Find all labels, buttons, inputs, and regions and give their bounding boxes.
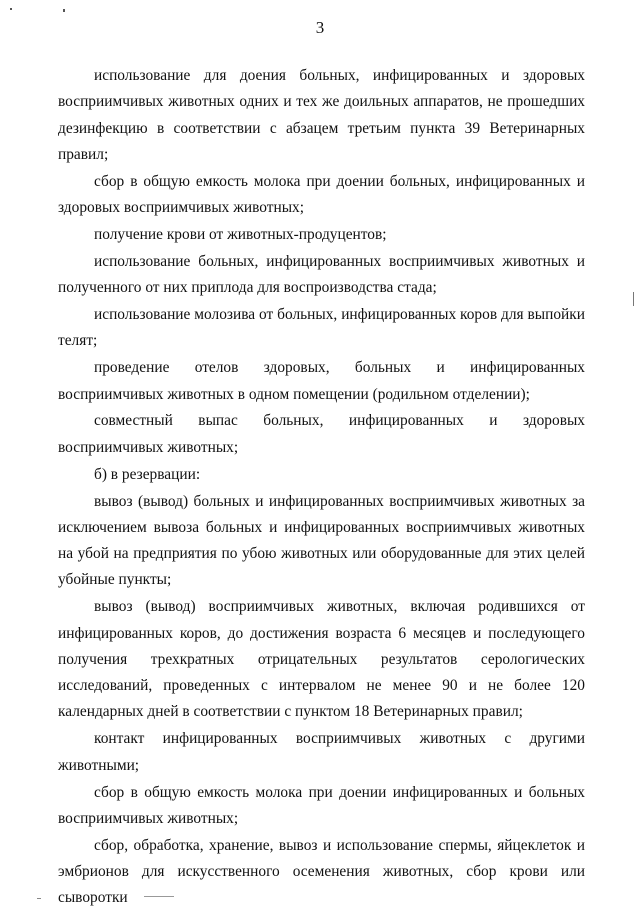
paragraph-semen-embryos: сбор, обработка, хранение, вывоз и использование спермы, яйцеклеток и эмбрионов для искусственного осеменения животных, сбор крови или сыворотки [58, 836, 585, 907]
paragraph-removal-susceptible: вывоз (вывод) восприимчивых животных, включая родившихся от инфицированных коров, до достижения возраста 6 месяцев и последующего получения трехкратных отрицательных результатов серологических исследований, проведенных с интервалом не менее 90 и не более 120 календарных дней в соответствии с пунктом 18 Ветеринарных правил; [58, 598, 585, 721]
scan-speck-top-left-1 [10, 8, 12, 10]
paragraph-grazing: совместный выпас больных, инфицированных и здоровых восприимчивых животных; [58, 412, 585, 456]
paragraph-blood-producers: получение крови от животных-продуцентов; [94, 225, 387, 243]
paragraph-reservation-heading: б) в резервации: [94, 465, 201, 483]
paragraph-colostrum: использование молозива от больных, инфицированных коров для выпойки телят; [58, 306, 585, 350]
page-number: 3 [315, 18, 325, 37]
paragraph-milk-collection: сбор в общую емкость молока при доении больных, инфицированных и здоровых восприимчивых животных; [58, 172, 585, 217]
document-body [58, 63, 585, 912]
scan-mark-right-edge [633, 292, 634, 306]
paragraph-milk-infected: сбор в общую емкость молока при доении инфицированных и больных восприимчивых животных; [58, 783, 585, 827]
scan-speck-top-left-2 [63, 9, 65, 12]
paragraph-herd-reproduction: использование больных, инфицированных восприимчивых животных и полученного от них приплода для воспроизводства стада; [58, 252, 585, 297]
scan-mark-bottom-left [37, 898, 41, 899]
paragraph-calving: проведение отелов здоровых, больных и инфицированных восприимчивых животных в одном помещении (родильном отделении); [58, 359, 585, 403]
paragraph-contact: контакт инфицированных восприимчивых животных с другими животными; [58, 730, 585, 774]
paragraph-removal-sick: вывоз (вывод) больных и инфицированных восприимчивых животных за исключением вывоза больных и инфицированных восприимчивых животных на убой на предприятия по убою животных или оборудованные для этих целей убойные пункты; [58, 492, 585, 589]
paragraph-milking-equipment: использование для доения больных, инфицированных и здоровых восприимчивых животных одних и тех же доильных аппаратов, не прошедших дезинфекцию в соответствии с абзацем третьим пункта 39 Ветеринарных правил; [58, 67, 585, 163]
